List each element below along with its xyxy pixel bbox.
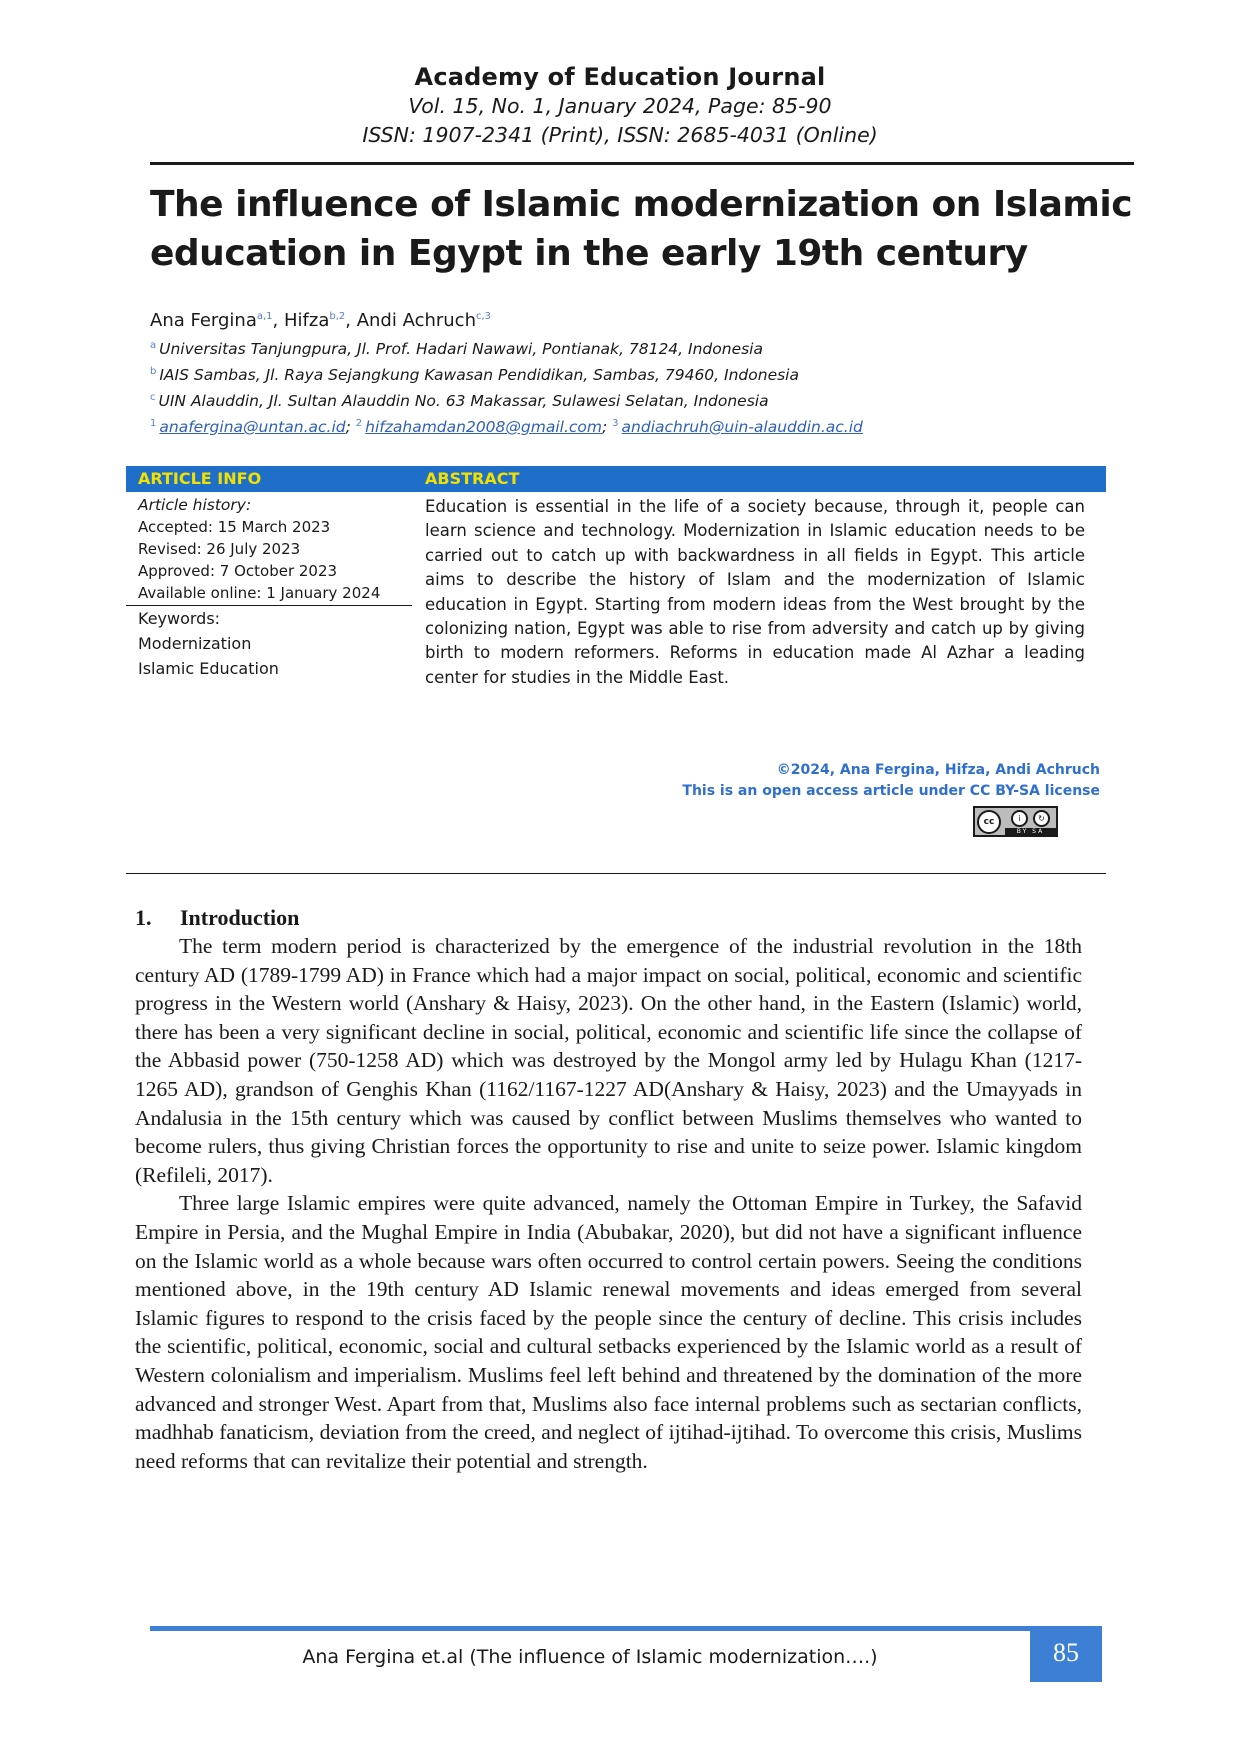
journal-title: Academy of Education Journal [414,63,826,91]
affiliation-item [150,362,1130,388]
section-title: Introduction [180,905,300,930]
affiliation-item [150,388,1130,414]
copyright-line: ©2024, Ana Fergina, Hifza, Andi Achruch [776,762,1100,778]
email-mark: 2 [355,417,363,429]
affiliation-list [150,336,1130,440]
keywords-label: Keywords: [138,609,221,628]
history-label: Article history: [138,496,252,514]
paper-title [150,180,1140,278]
email-mark: 1 [150,417,157,429]
history-available-online: Available online: 1 January 2024 [138,584,381,602]
article-info-panel [126,494,412,681]
license-line[interactable]: This is an open access article under CC BY-SA license [682,783,1100,799]
section-number: 1. [135,905,152,930]
history-revised: Revised: 26 July 2023 [138,540,301,558]
copyright-notice [560,760,1100,802]
email-mark: 3 [612,417,619,429]
journal-issn: ISSN: 1907-2341 (Print), ISSN: 2685-4031 (Online) [362,123,878,147]
share-alike-icon: ↻ [1033,810,1050,827]
affiliation-mark: a [150,339,157,351]
affiliation-mark: b [150,365,157,377]
affiliation-text: Universitas Tanjungpura, Jl. Prof. Hadari Nawawi, Pontianak, 78124, Indonesia [159,340,763,358]
email-link[interactable]: anafergina@untan.ac.id [159,418,346,436]
article-info-header-bar [126,466,1106,492]
abstract-text: Education is essential in the life of a society because, through it, people can learn science and technology. Modernization in Islamic education needs to be carried out to catch up with backwardness in all fields in Egypt. This article aims to describe the history of Islam and the modernization of Islamic education in Egypt. Starting from modern ideas from the West brought by the colonizing nation, Egypt was able to rise from adversity and catch up by giving birth to modern reformers. Reforms in education made Al Azhar a leading center for studies in the Middle East. [425,497,1085,687]
page-number: 85 [1030,1630,1102,1682]
affiliation-text: IAIS Sambas, Jl. Raya Sejangkung Kawasan Pendidikan, Sambas, 79460, Indonesia [159,366,799,384]
email-separator: ; [602,418,608,436]
section-body [135,932,1082,1475]
footer-divider [150,1626,1102,1631]
journal-masthead [0,62,1240,150]
body-paragraph: The term modern period is characterized by the emergence of the industrial revolution in the 18th century AD (1789-1799 AD) in France which had a major impact on social, political, economic and scientific progress in the Western world (Anshary & Haisy, 2023). On the other hand, in the Eastern (Islamic) world, there has been a very significant decline in social, political, economic and scientific life since the collapse of the Abbasid power (750-1258 AD) which was destroyed by the Mongol army led by Hulagu Khan (1217-1265 AD), grandson of Genghis Khan (1162/1167-1227 AD(Anshary & Haisy, 2023) and the Umayyads in Andalusia in the 15th century which was caused by conflict between Muslims themselves who wanted to become rulers, thus giving Christian forces the opportunity to rise and unite to seize power. Islamic kingdom (Refileli, 2017). [135,934,1082,1187]
masthead-divider [150,162,1134,165]
affiliation-item [150,336,1130,362]
author-superscript: b,2 [329,311,346,322]
cc-icon: cc [977,810,1001,834]
journal-volume: Vol. 15, No. 1, January 2024, Page: 85-90 [408,94,832,118]
paper-title-line-1: The influence of Islamic modernization on Islamic [150,184,1133,225]
history-approved: Approved: 7 October 2023 [138,562,338,580]
cc-by-sa-license-badge[interactable] [973,806,1058,837]
paper-title-line-2: education in Egypt in the early 19th century [150,233,1028,274]
affiliation-text: UIN Alauddin, Jl. Sultan Alauddin No. 63 Makassar, Sulawesi Selatan, Indonesia [158,392,769,410]
abstract-heading: ABSTRACT [425,469,520,488]
author-superscript: a,1 [256,311,273,322]
author-name: Andi Achruch [356,310,476,331]
email-separator: ; [345,418,351,436]
affiliation-mark: c [150,391,156,403]
section-heading [135,904,299,932]
email-link[interactable]: andiachruh@uin-alauddin.ac.id [621,418,863,436]
history-accepted: Accepted: 15 March 2023 [138,518,331,536]
body-paragraph: Three large Islamic empires were quite advanced, namely the Ottoman Empire in Turkey, the Safavid Empire in Persia, and the Mughal Empire in India (Abubakar, 2020), but did not have a significant influence on the Islamic world as a whole because wars often occurred to control certain powers. Seeing the conditions mentioned above, in the 19th century AD Islamic renewal movements and ideas emerged from several Islamic figures to respond to the crisis faced by the people since the century of decline. This crisis includes the scientific, political, economic, social and cultural setbacks experienced by the Islamic world as a result of Western colonialism and imperialism. Muslims feel left behind and threatened by the domination of the more advanced and stronger West. Apart from that, Muslims also face internal problems such as sectarian conflicts, madhhab fanaticism, deviation from the creed, and neglect of ijtihad-ijtihad. To overcome this crisis, Muslims need reforms that can revitalize their potential and strength. [135,1191,1082,1473]
keyword-item: Islamic Education [138,659,279,678]
author-list: Ana Fergina$^{a,1}$, Hifza$^{b,2}$, Andi Achruch$^{c,3}$ [150,310,492,331]
running-footer: Ana Fergina et.al (The influence of Islamic modernization….) [302,1646,878,1668]
attribution-icon: i [1011,810,1028,827]
author-superscript: c,3 [476,311,492,322]
email-link[interactable]: hifzahamdan2008@gmail.com [365,418,602,436]
author-name: Hifza [284,310,330,331]
keyword-item: Modernization [138,634,252,653]
author-name: Ana Fergina [150,310,257,331]
front-matter-divider [126,873,1106,874]
article-info-heading: ARTICLE INFO [138,469,262,488]
email-list [150,414,1130,440]
license-badge-strip: BY SA [1005,828,1056,835]
